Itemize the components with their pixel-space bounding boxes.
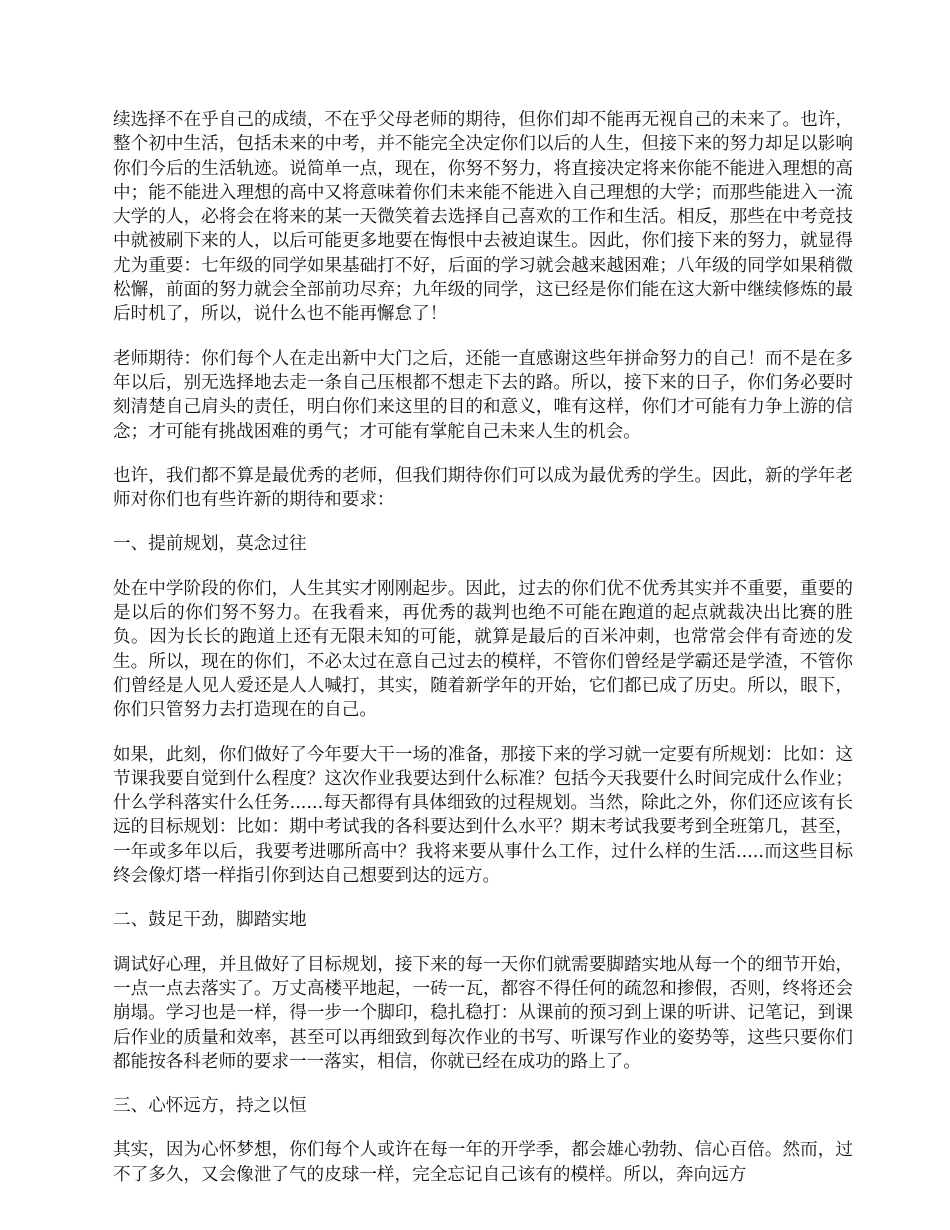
paragraph-future: 续选择不在乎自己的成绩，不在乎父母老师的期待，但你们却不能再无视自己的未来了。也许，整个初中生活，包括未来的中考，并不能完全决定你们以后的人生，但接下来的努力却足以影响你们今后的生活轨迹。说简单一点，现在，你努不努力，将直接决定将来你能不能进入理想的高中；能不能进入理想的高中又将意味着你们未来能不能进入自己理想的大学；而那些能进入一流大学的人，必将会在将来的某一天微笑着去选择自己喜欢的工作和生活。相反，那些在中考竞技中就被刷下来的人，以后可能更多地要在悔恨中去被迫谋生。因此，你们接下来的努力，就显得尤为重要：七年级的同学如果基础打不好，后面的学习就会越来越困难；八年级的同学如果稍微松懈，前面的努力就会全部前功尽弃；九年级的同学，这已经是你们能在这大新中继续修炼的最后时机了，所以，说什么也不能再懈怠了！ xyxy=(113,110,853,325)
paragraph-plan-goals: 如果，此刻，你们做好了今年要大干一场的准备，那接下来的学习就一定要有所规划：比如：这节课我要自觉到什么程度？这次作业我要达到什么标准？包括今天我要什么时间完成什么作业；什么学科落实什么任务......每天都得有具体细致的过程规划。当然，除此之外，你们还应该有长远的目标规划：比如：期中考试我的各科要达到什么水平？期末考试我要考到全班第几，甚至，一年或多年以后，我要考进哪所高中？我将来要从事什么工作，过什么样的生活.....而这些目标终会像灯塔一样指引你到达自己想要到达的远方。 xyxy=(113,744,853,887)
paragraph-new-requirements: 也许，我们都不算是最优秀的老师，但我们期待你们可以成为最优秀的学生。因此，新的学年老师对你们也有些许新的期待和要求： xyxy=(113,465,853,511)
paragraph-persistence: 其实，因为心怀梦想，你们每个人或许在每一年的开学季，都会雄心勃勃、信心百倍。然而，过不了多久，又会像泄了气的皮球一样，完全忘记自己该有的模样。所以，奔向远方 xyxy=(113,1140,853,1185)
document-body xyxy=(113,108,853,1207)
section-heading-effort: 二、鼓足干劲，脚踏实地 xyxy=(113,910,307,931)
section-heading-plan: 一、提前规划，莫念过往 xyxy=(113,534,307,555)
section-heading-persistence: 三、心怀远方，持之以恒 xyxy=(113,1096,307,1117)
paragraph-teacher-expectation: 老师期待：你们每个人在走出新中大门之后，还能一直感谢这些年拼命努力的自己！而不是在多年以后，别无选择地去走一条自己压根都不想走下去的路。所以，接下来的日子，你们务必要时刻清楚自己肩头的责任，明白你们来这里的目的和意义，唯有这样，你们才可能有力争上游的信念；才可能有挑战困难的勇气；才可能有掌舵自己未来人生的机会。 xyxy=(113,348,853,442)
paragraph-plan-past: 处在中学阶段的你们，人生其实才刚刚起步。因此，过去的你们优不优秀其实并不重要，重要的是以后的你们努不努力。在我看来，再优秀的裁判也绝不可能在跑道的起点就裁决出比赛的胜负。因为长长的跑道上还有无限未知的可能，就算是最后的百米冲刺，也常常会伴有奇迹的发生。所以，现在的你们，不必太过在意自己过去的模样，不管你们曾经是学霸还是学渣，不管你们曾经是人见人爱还是人人喊打，其实，随着新学年的开始，它们都已成了历史。所以，眼下，你们只管努力去打造现在的自己。 xyxy=(113,578,853,721)
paragraph-effort: 调试好心理，并且做好了目标规划，接下来的每一天你们就需要脚踏实地从每一个的细节开始，一点一点去落实了。万丈高楼平地起，一砖一瓦，都容不得任何的疏忽和掺假，否则，终将还会崩塌。学习也是一样，得一步一个脚印，稳扎稳打：从课前的预习到上课的听讲、记笔记，到课后作业的质量和效率，甚至可以再细致到每次作业的书写、听课写作业的姿势等，这些只要你们都能按各科老师的要求一一落实，相信，你就已经在成功的路上了。 xyxy=(113,954,853,1072)
